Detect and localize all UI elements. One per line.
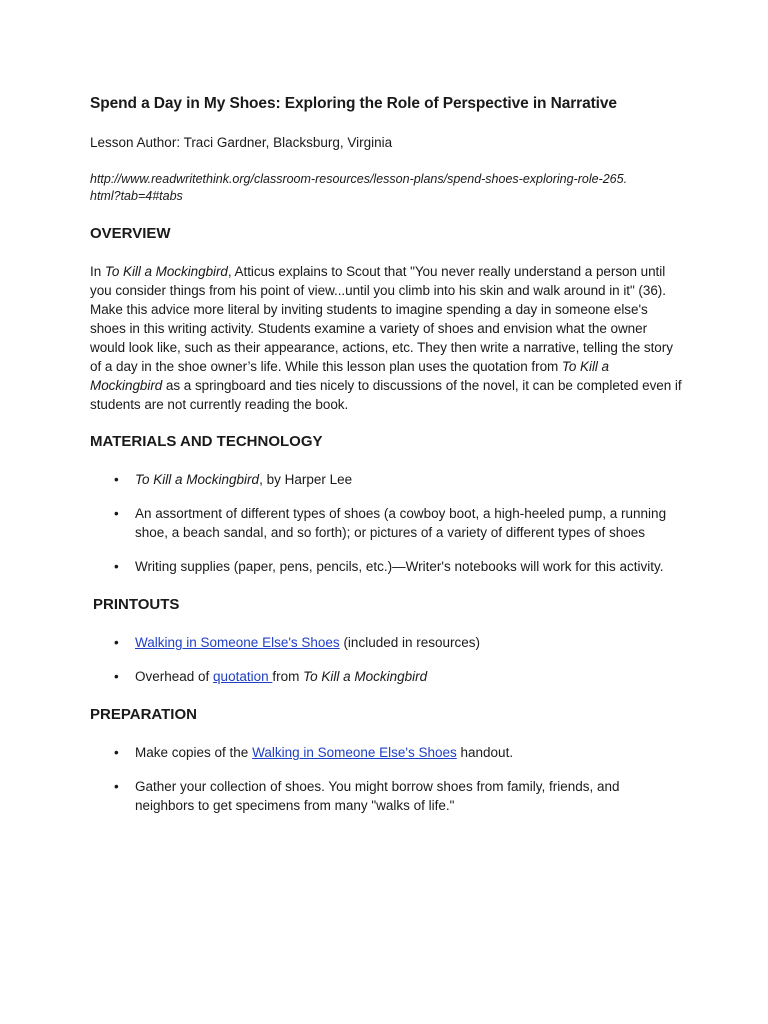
list-item-text: Writing supplies (paper, pens, pencils, etc.)—Writer's notebooks will work for this activity. xyxy=(135,559,664,574)
bullet-icon: • xyxy=(114,669,119,684)
book-title: To Kill a Mockingbird xyxy=(303,669,428,684)
list-item-text: Overhead of xyxy=(135,669,214,684)
list-item-text: from xyxy=(272,669,304,684)
book-title: To Kill a Mockingbird xyxy=(90,359,609,393)
list-item xyxy=(90,557,682,576)
list-item xyxy=(90,470,682,489)
quotation-link[interactable]: quotation xyxy=(213,669,273,684)
overview-text-mid: , Atticus explains to Scout that "You never really understand a person until you consider things from his point of view...until you climb into his skin and walk around in it" (36). Make this advice more literal by inviting students to imagine spending a day in someone else's shoes in this writing activity. Students examine a variety of shoes and envision what the owner would look like, such as their appearance, actions, etc. They then write a narrative, telling the story of a day in the shoe owner’s life. While this lesson plan uses the quotation from xyxy=(90,264,673,374)
walking-shoes-link[interactable]: Walking in Someone Else's Shoes xyxy=(252,745,457,760)
book-title: To Kill a Mockingbird xyxy=(135,472,260,487)
list-item-text: handout. xyxy=(456,745,514,760)
bullet-icon: • xyxy=(114,559,119,574)
bullet-icon: • xyxy=(114,635,119,650)
list-item-text: Gather your collection of shoes. You might borrow shoes from family, friends, and neighbors to get specimens from many "walks of life." xyxy=(135,779,620,813)
preparation-heading: PREPARATION xyxy=(90,706,197,723)
list-item xyxy=(90,633,682,652)
book-title: To Kill a Mockingbird xyxy=(104,264,228,279)
document-page xyxy=(90,94,682,815)
lesson-author: Lesson Author: Traci Gardner, Blacksburg, Virginia xyxy=(90,135,393,150)
list-item xyxy=(90,743,682,762)
list-item xyxy=(90,777,682,815)
list-item xyxy=(90,504,682,542)
list-item-text: An assortment of different types of shoes (a cowboy boot, a high-heeled pump, a running shoe, a beach sandal, and so forth); or pictures of a variety of different types of shoes xyxy=(135,506,667,540)
preparation-list xyxy=(90,743,682,815)
list-item xyxy=(90,667,682,686)
materials-list xyxy=(90,470,682,576)
bullet-icon: • xyxy=(114,779,119,794)
list-item-text: (included in resources) xyxy=(339,635,481,650)
source-url: http://www.readwritethink.org/classroom-resources/lesson-plans/spend-shoes-exploring-role-265.html?tab=4#tabs xyxy=(90,172,628,203)
bullet-icon: • xyxy=(114,745,119,760)
bullet-icon: • xyxy=(114,506,119,521)
printouts-heading: PRINTOUTS xyxy=(93,596,180,613)
overview-paragraph xyxy=(90,262,682,414)
walking-shoes-link[interactable]: Walking in Someone Else's Shoes xyxy=(135,635,340,650)
overview-text-end: as a springboard and ties nicely to discussions of the novel, it can be completed even if students are not currently reading the book. xyxy=(90,378,682,412)
list-item-text: , by Harper Lee xyxy=(259,472,353,487)
materials-heading: MATERIALS AND TECHNOLOGY xyxy=(90,433,323,450)
printouts-list xyxy=(90,633,682,686)
list-item-text: Make copies of the xyxy=(135,745,253,760)
bullet-icon: • xyxy=(114,472,119,487)
overview-text-start: In xyxy=(90,264,105,279)
overview-heading: OVERVIEW xyxy=(90,225,171,242)
document-title: Spend a Day in My Shoes: Exploring the Role of Perspective in Narrative xyxy=(90,95,617,112)
